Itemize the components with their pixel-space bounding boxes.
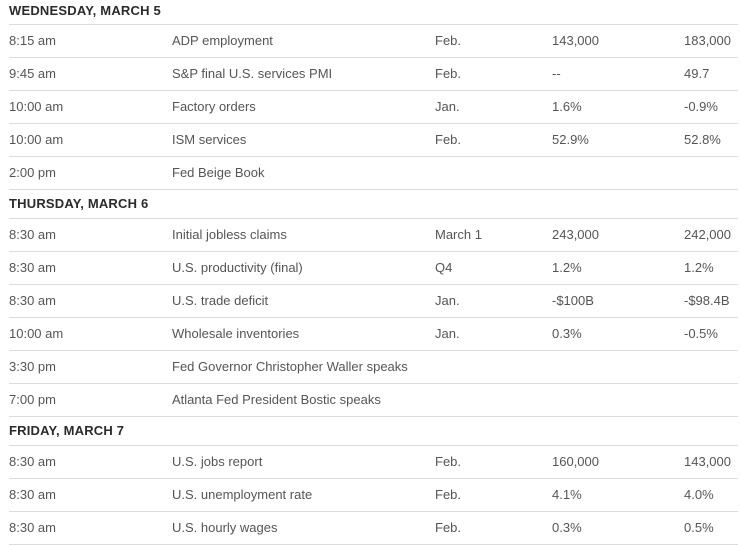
report-cell: U.S. jobs report — [172, 454, 263, 469]
period-cell: Jan. — [435, 99, 460, 114]
forecast-value-cell: 0.3% — [552, 326, 582, 341]
calendar-event-row — [9, 384, 738, 417]
period-cell: Q4 — [435, 260, 453, 275]
time-cell: 8:15 am — [9, 33, 56, 48]
forecast-value-cell: -- — [552, 66, 561, 81]
calendar-day-section — [9, 190, 738, 417]
time-cell: 2:00 pm — [9, 165, 56, 180]
previous-value-cell: -$98.4B — [684, 293, 730, 308]
previous-value-cell: 1.2% — [684, 260, 714, 275]
period-cell: Jan. — [435, 293, 460, 308]
calendar-day-section — [9, 0, 738, 190]
report-cell: Wholesale inventories — [172, 326, 300, 341]
report-cell: S&P final U.S. services PMI — [172, 66, 333, 81]
previous-value-cell: 242,000 — [684, 227, 731, 242]
forecast-value-cell: 1.6% — [552, 99, 582, 114]
time-cell: 9:45 am — [9, 66, 56, 81]
section-rows — [9, 219, 738, 417]
calendar-event-row — [9, 351, 738, 384]
calendar-event-row — [9, 58, 738, 91]
report-cell: ADP employment — [172, 33, 273, 48]
calendar-event-row — [9, 252, 738, 285]
calendar-event-row — [9, 91, 738, 124]
economic-calendar — [9, 0, 738, 545]
previous-value-cell: -0.9% — [684, 99, 718, 114]
time-cell: 8:30 am — [9, 487, 56, 502]
time-cell: 3:30 pm — [9, 359, 56, 374]
report-cell: Initial jobless claims — [172, 227, 287, 242]
section-day-header: WEDNESDAY, MARCH 5 — [9, 0, 738, 25]
calendar-event-row — [9, 446, 738, 479]
period-cell: Jan. — [435, 326, 460, 341]
time-cell: 8:30 am — [9, 293, 56, 308]
forecast-value-cell: 160,000 — [552, 454, 599, 469]
forecast-value-cell: 243,000 — [552, 227, 599, 242]
previous-value-cell: 143,000 — [684, 454, 731, 469]
calendar-event-row — [9, 124, 738, 157]
report-cell: Factory orders — [172, 99, 256, 114]
forecast-value-cell: -$100B — [552, 293, 594, 308]
report-cell: U.S. trade deficit — [172, 293, 269, 308]
period-cell: Feb. — [435, 454, 462, 469]
time-cell: 8:30 am — [9, 454, 56, 469]
period-cell: Feb. — [435, 487, 462, 502]
time-cell: 10:00 am — [9, 132, 64, 147]
calendar-event-row — [9, 479, 738, 512]
calendar-event-row — [9, 512, 738, 545]
report-cell: Fed Governor Christopher Waller speaks — [172, 359, 408, 374]
report-cell: Atlanta Fed President Bostic speaks — [172, 392, 381, 407]
previous-value-cell: 183,000 — [684, 33, 731, 48]
time-cell: 10:00 am — [9, 99, 64, 114]
time-cell: 7:00 pm — [9, 392, 56, 407]
previous-value-cell: 52.8% — [684, 132, 721, 147]
forecast-value-cell: 0.3% — [552, 520, 582, 535]
calendar-day-section — [9, 417, 738, 545]
section-rows — [9, 446, 738, 545]
period-cell: Feb. — [435, 66, 462, 81]
calendar-event-row — [9, 25, 738, 58]
calendar-event-row — [9, 157, 738, 190]
time-cell: 8:30 am — [9, 227, 56, 242]
forecast-value-cell: 143,000 — [552, 33, 599, 48]
previous-value-cell: 0.5% — [684, 520, 714, 535]
previous-value-cell: -0.5% — [684, 326, 718, 341]
period-cell: March 1 — [435, 227, 482, 242]
forecast-value-cell: 1.2% — [552, 260, 582, 275]
period-cell: Feb. — [435, 33, 462, 48]
section-rows — [9, 25, 738, 190]
section-day-header: FRIDAY, MARCH 7 — [9, 417, 738, 446]
period-cell: Feb. — [435, 132, 462, 147]
calendar-event-row — [9, 318, 738, 351]
forecast-value-cell: 52.9% — [552, 132, 589, 147]
time-cell: 10:00 am — [9, 326, 64, 341]
report-cell: U.S. unemployment rate — [172, 487, 313, 502]
previous-value-cell: 49.7 — [684, 66, 710, 81]
time-cell: 8:30 am — [9, 260, 56, 275]
previous-value-cell: 4.0% — [684, 487, 714, 502]
report-cell: U.S. hourly wages — [172, 520, 278, 535]
calendar-event-row — [9, 285, 738, 318]
section-day-header: THURSDAY, MARCH 6 — [9, 190, 738, 219]
time-cell: 8:30 am — [9, 520, 56, 535]
period-cell: Feb. — [435, 520, 462, 535]
report-cell: Fed Beige Book — [172, 165, 265, 180]
report-cell: ISM services — [172, 132, 247, 147]
forecast-value-cell: 4.1% — [552, 487, 582, 502]
calendar-event-row — [9, 219, 738, 252]
report-cell: U.S. productivity (final) — [172, 260, 303, 275]
